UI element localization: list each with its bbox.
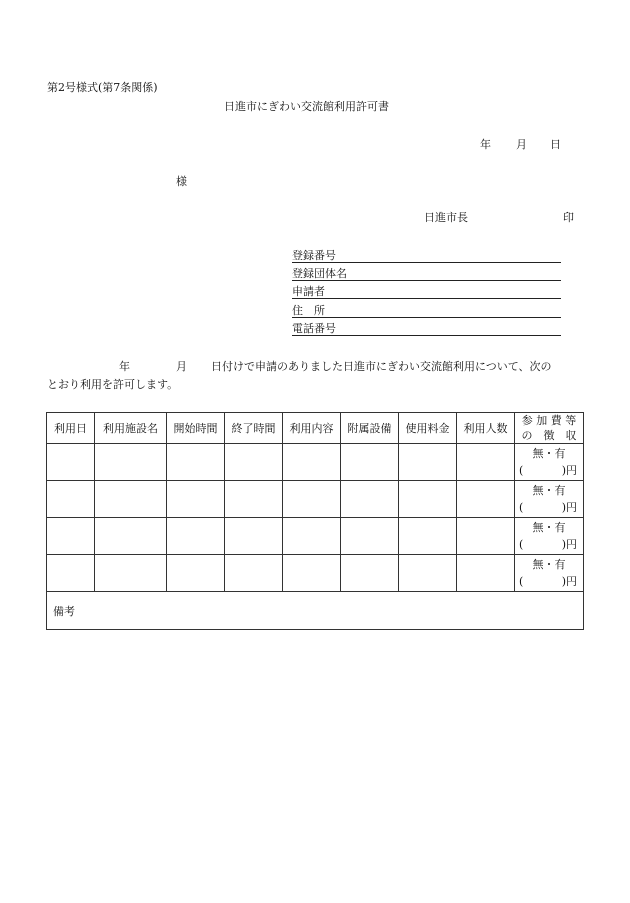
header-cell: 終了時間: [225, 413, 283, 444]
field-label: 電話番号: [292, 322, 336, 335]
usage-table: [46, 412, 584, 630]
table-cell[interactable]: [399, 518, 457, 555]
table-cell[interactable]: [47, 481, 95, 518]
remarks-label: 備考: [53, 604, 75, 618]
fee-amount: [515, 462, 583, 479]
table-cell[interactable]: [283, 518, 341, 555]
issuer-name: 日進市長: [424, 211, 468, 224]
issuer-seal: 印: [563, 211, 574, 224]
fee-amount: [515, 536, 583, 553]
header-cell: 使用料金: [399, 413, 457, 444]
date-day: 日: [550, 138, 561, 151]
field-registration-number[interactable]: [292, 249, 561, 263]
table-cell[interactable]: [283, 555, 341, 592]
addressee-suffix: 様: [176, 175, 187, 188]
fee-cell[interactable]: [515, 555, 584, 592]
fee-cell[interactable]: [515, 518, 584, 555]
fee-header-line1: 参 加 費 等: [521, 414, 577, 427]
table-header-row: [47, 413, 584, 444]
header-cell: 利用人数: [457, 413, 515, 444]
header-cell-fee: [515, 413, 584, 444]
field-label: 登録番号: [292, 249, 336, 262]
document-title: 日進市にぎわい交流館利用許可書: [224, 100, 389, 113]
table-cell[interactable]: [95, 444, 167, 481]
fee-cell[interactable]: [515, 481, 584, 518]
field-address[interactable]: [292, 304, 561, 318]
remarks-row: [47, 592, 584, 630]
body-text-line2: とおり利用を許可します。: [47, 378, 179, 391]
table-cell[interactable]: [47, 555, 95, 592]
field-applicant[interactable]: [292, 285, 561, 299]
field-group-name[interactable]: [292, 267, 561, 281]
table-cell[interactable]: [457, 444, 515, 481]
header-cell: 利用日: [47, 413, 95, 444]
table-cell[interactable]: [283, 481, 341, 518]
table-row: [47, 481, 584, 518]
table-cell[interactable]: [399, 555, 457, 592]
table-cell[interactable]: [167, 481, 225, 518]
table-cell[interactable]: [341, 555, 399, 592]
table-cell[interactable]: [457, 555, 515, 592]
table-cell[interactable]: [47, 444, 95, 481]
body-year: 年: [119, 360, 130, 373]
fee-close-yen: )円: [561, 501, 577, 514]
fee-close-yen: )円: [561, 575, 577, 588]
table-cell[interactable]: [225, 481, 283, 518]
table-cell[interactable]: [167, 555, 225, 592]
fee-choice: 無・有: [532, 521, 566, 534]
table-cell[interactable]: [399, 444, 457, 481]
date-month: 月: [516, 138, 527, 151]
table-row: [47, 555, 584, 592]
fee-choice: 無・有: [532, 447, 566, 460]
body-month: 月: [176, 360, 187, 373]
field-phone[interactable]: [292, 322, 561, 336]
fee-open-paren: (: [519, 575, 524, 588]
fee-header-line2: の 徴 収: [521, 429, 577, 442]
fee-choice: 無・有: [532, 484, 566, 497]
table-cell[interactable]: [341, 444, 399, 481]
table-cell[interactable]: [399, 481, 457, 518]
field-label: 住 所: [292, 304, 325, 317]
header-cell: 附属設備: [341, 413, 399, 444]
fee-open-paren: (: [519, 538, 524, 551]
fee-cell[interactable]: [515, 444, 584, 481]
fee-open-paren: (: [519, 501, 524, 514]
remarks-cell[interactable]: [47, 592, 584, 630]
header-cell: 利用内容: [283, 413, 341, 444]
fee-open-paren: (: [519, 464, 524, 477]
date-year: 年: [480, 138, 491, 151]
fee-amount: [515, 573, 583, 590]
table-cell[interactable]: [225, 555, 283, 592]
table-cell[interactable]: [95, 518, 167, 555]
fee-close-yen: )円: [561, 538, 577, 551]
header-cell: 利用施設名: [95, 413, 167, 444]
table-cell[interactable]: [457, 481, 515, 518]
table-cell[interactable]: [225, 444, 283, 481]
table-cell[interactable]: [167, 518, 225, 555]
table-cell[interactable]: [341, 481, 399, 518]
table-cell[interactable]: [457, 518, 515, 555]
body-text-line1: 日付けで申請のありました日進市にぎわい交流館利用について、次の: [211, 360, 552, 373]
fee-choice: 無・有: [532, 558, 566, 571]
table-cell[interactable]: [95, 481, 167, 518]
table-cell[interactable]: [47, 518, 95, 555]
fee-amount: [515, 499, 583, 516]
table-cell[interactable]: [167, 444, 225, 481]
field-label: 申請者: [292, 285, 325, 298]
header-cell: 開始時間: [167, 413, 225, 444]
table-cell[interactable]: [225, 518, 283, 555]
table-cell[interactable]: [341, 518, 399, 555]
fee-close-yen: )円: [561, 464, 577, 477]
field-label: 登録団体名: [292, 267, 347, 280]
form-number: 第2号様式(第7条関係): [47, 81, 158, 94]
table-row: [47, 444, 584, 481]
table-cell[interactable]: [283, 444, 341, 481]
table-row: [47, 518, 584, 555]
table-cell[interactable]: [95, 555, 167, 592]
